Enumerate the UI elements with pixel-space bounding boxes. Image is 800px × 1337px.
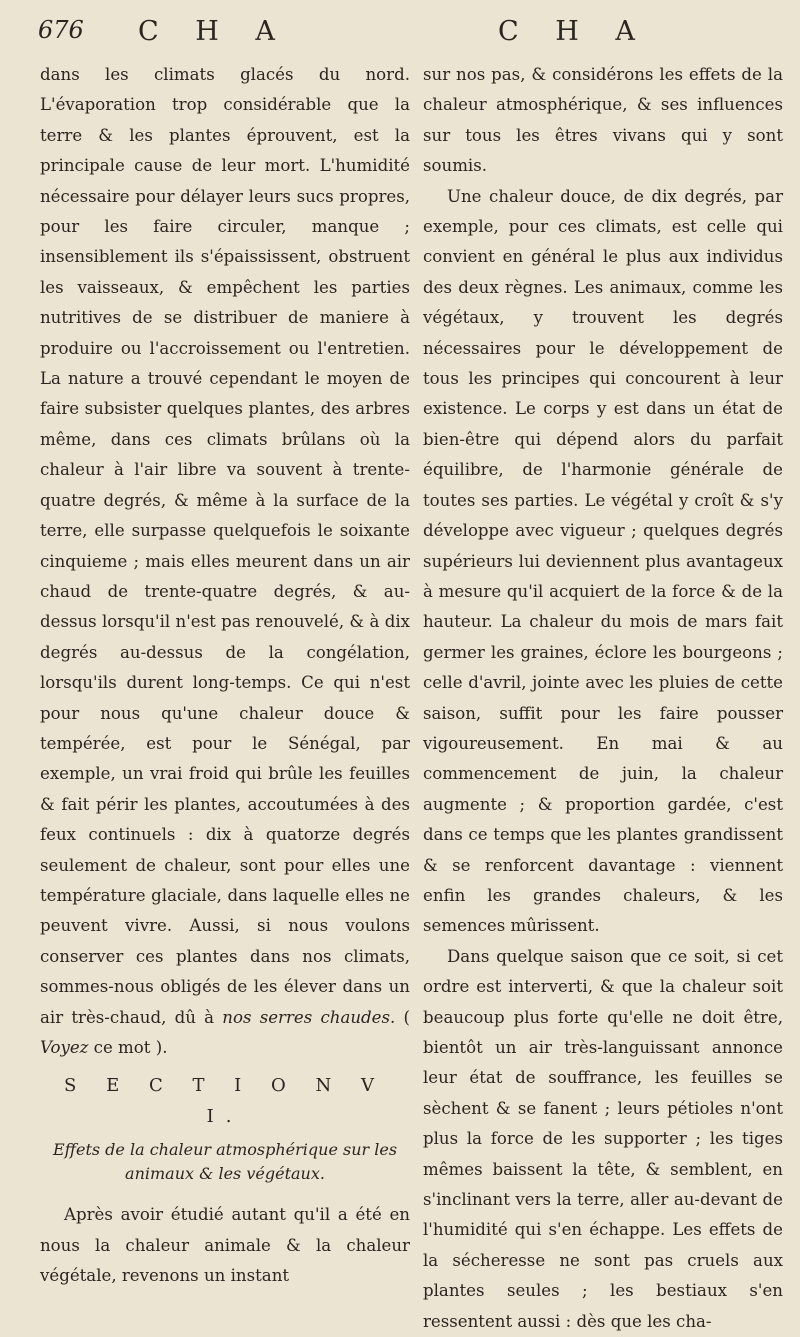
section-heading: S E C T I O N V I. xyxy=(64,1075,386,1127)
running-head-right: C H A xyxy=(498,16,649,47)
page-header xyxy=(38,16,762,54)
left-paragraph-2: Après avoir étudié autant qu'il a été en nous la chaleur animale & la chaleur végétale, revenons un instant xyxy=(40,1205,410,1286)
running-head-left: C H A xyxy=(138,16,289,47)
right-paragraph-1: sur nos pas, & considérons les effets de la chaleur atmosphérique, & ses influences sur tous les êtres vivans qui y sont soumis. xyxy=(423,65,783,176)
right-column xyxy=(423,60,783,1337)
right-paragraph-2: Une chaleur douce, de dix degrés, par exemple, pour ces climats, est celle qui convient en général le plus aux individus des deux règnes. Les animaux, comme les végétaux, y trouvent les degrés nécessaires pour le développement de tous les principes qui concourent à leur existence. Le corps y est dans un état de bien-être qui dépend alors du parfait équilibre, de l'harmonie générale de toutes ses parties. Le végétal y croît & s'y développe avec vigueur ; quelques degrés supérieurs lui deviennent plus avantageux à mesure qu'il acquiert de la force & de la hauteur. La chaleur du mois de mars fait germer les graines, éclore les bourgeons ; celle d'avril, jointe avec les pluies de cette saison, suffit pour les faire pousser vigoureusement. En mai & au commencement de juin, la chaleur augmente ; & proportion gardée, c'est dans ce temps que les plantes grandissent & se renforcent davantage : viennent enfin les grandes chaleurs, & les semences mûrissent. xyxy=(423,186,783,936)
page-number: 676 xyxy=(38,16,84,44)
left-paragraph-1: dans les climats glacés du nord. L'évaporation trop considérable que la terre & les plantes éprouvent, est la principale cause de leur mort. L'humidité nécessaire pour délayer leurs sucs propres, pour les faire circuler, manque ; insensiblement ils s'épaississent, obstruent les vaisseaux, & empêchent les parties nutritives de se distribuer de maniere à produire ou l'accroissement ou l'entretien. La nature a trouvé cependant le moyen de faire subsister quelques plantes, des arbres même, dans ces climats brûlans où la chaleur à l'air libre va souvent à trente-quatre degrés, & même à la surface de la terre, elle surpasse quelquefois le soixante cinquieme ; mais elles meurent dans un air chaud de trente-quatre degrés, & au-dessus lorsqu'il n'est pas renouvelé, & à dix degrés au-dessus de la congélation, lorsqu'ils durent long-temps. Ce qui n'est pour nous qu'une chaleur douce & tempérée, est pour le Sénégal, par exemple, un vrai froid qui brûle les feuilles & fait périr les plantes, accoutumées à des feux continuels : dix à quatorze degrés seulement de chaleur, sont pour elles une température glaciale, dans laquelle elles ne peuvent vivre. Aussi, si nous voulons conserver ces plantes dans nos climats, sommes-nous obligés de les élever dans un air très-chaud, dû à nos serres chaudes. ( Voyez ce mot ). xyxy=(40,65,410,1057)
section-subtitle: Effets de la chaleur atmosphérique sur les animaux & les végétaux. xyxy=(52,1140,398,1184)
left-column xyxy=(40,60,410,1291)
right-paragraph-3: Dans quelque saison que ce soit, si cet ordre est interverti, & que la chaleur soit beaucoup plus forte qu'elle ne doit être, bientôt un air très-languissant annonce leur état de souffrance, les feuilles se sèchent & se fanent ; leurs pétioles n'ont plus la force de les supporter ; les tiges mêmes baissent la tête, & semblent, en s'inclinant vers la terre, aller au-devant de l'humidité qui s'en échappe. Les effets de la sécheresse ne sont pas cruels aux plantes seules ; les bestiaux s'en ressentent aussi : dès que les cha- xyxy=(423,946,783,1331)
